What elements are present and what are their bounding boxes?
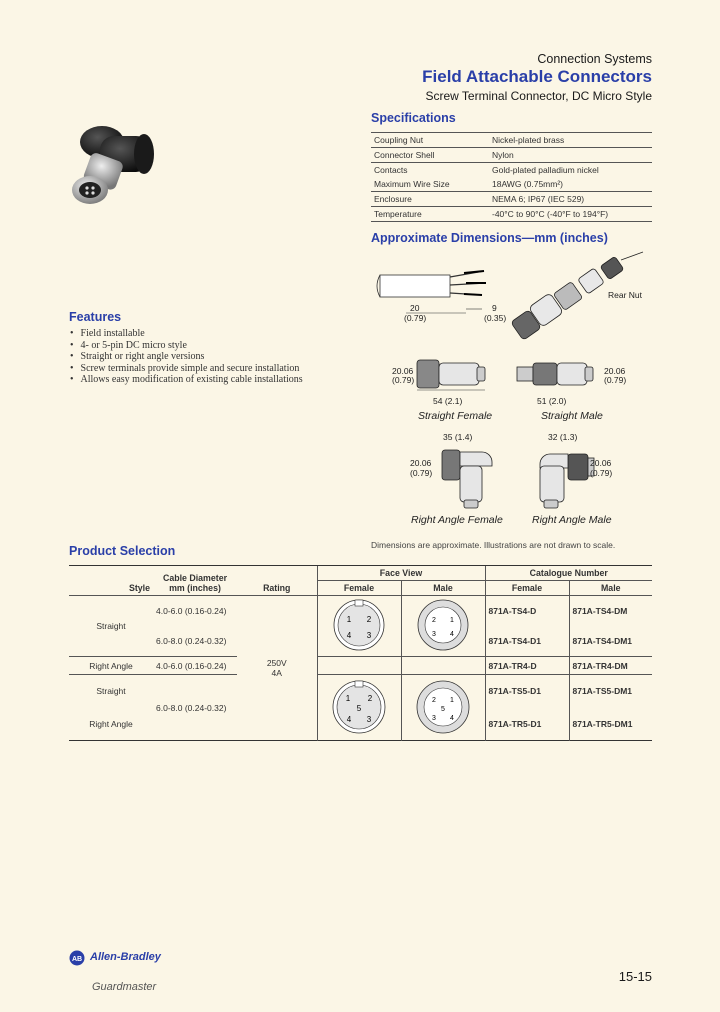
catalogue-male: 871A-TS4-DM1 xyxy=(569,626,652,657)
cable-cell: 6.0-8.0 (0.24-0.32) xyxy=(156,702,227,713)
dimensions-title: Approximate Dimensions—mm (inches) xyxy=(371,231,608,245)
pin-4: 4 xyxy=(450,631,454,638)
pin-4: 4 xyxy=(346,631,352,640)
straight-female-drawing xyxy=(415,356,490,392)
pin-1: 1 xyxy=(450,617,454,624)
page-number: 15-15 xyxy=(618,969,652,984)
wire-strip-length: 9 xyxy=(492,303,497,313)
table-row xyxy=(69,675,652,708)
col-face-female: Female xyxy=(317,581,401,596)
pin-2: 2 xyxy=(366,615,372,624)
feature-item: • Field installable xyxy=(70,328,303,340)
pin-3: 3 xyxy=(366,631,372,640)
straight-female-diameter: 20.06 xyxy=(392,366,414,376)
pin-1: 1 xyxy=(450,696,454,704)
features-title: Features xyxy=(69,310,122,324)
pin-2: 2 xyxy=(367,693,373,703)
col-face-view: Face View xyxy=(317,566,485,581)
spec-value: Nylon xyxy=(489,148,652,163)
feature-item: • 4- or 5-pin DC micro style xyxy=(70,340,303,352)
cable-cell: 4.0-6.0 (0.16-0.24) xyxy=(153,596,237,627)
spec-value: Nickel-plated brass xyxy=(489,133,652,148)
ra-male-length: 32 (1.3) xyxy=(548,432,578,442)
brand-logo-text: AB xyxy=(71,956,83,963)
catalogue-female: 871A-TR4-D xyxy=(485,657,569,675)
features-list xyxy=(70,328,303,386)
specifications-table xyxy=(371,132,652,222)
ra-female-diameter: 20.06 xyxy=(410,458,432,468)
spec-label: Enclosure xyxy=(371,192,489,207)
catalogue-female: 871A-TS4-D xyxy=(485,596,569,627)
col-cat-male: Male xyxy=(569,581,652,596)
face-5pin-male xyxy=(401,675,485,741)
pin-3: 3 xyxy=(432,631,436,638)
spec-row xyxy=(371,177,652,192)
face-empty xyxy=(317,657,401,675)
page-title: Field Attachable Connectors xyxy=(422,67,652,86)
pin-5: 5 xyxy=(441,705,445,713)
feature-item: • Straight or right angle versions xyxy=(70,351,303,363)
col-face-male: Male xyxy=(401,581,485,596)
face-4pin-male-svg xyxy=(411,598,475,652)
catalogue-female: 871A-TS4-D1 xyxy=(485,626,569,657)
col-catalogue: Catalogue Number xyxy=(485,566,652,581)
right-angle-female-drawing xyxy=(438,442,498,510)
spec-value: Gold-plated palladium nickel xyxy=(492,165,599,175)
dimensions-note: Dimensions are approximate. Illustrations are not drawn to scale. xyxy=(371,540,616,550)
pin-3: 3 xyxy=(366,714,372,724)
col-cable-diameter: Cable Diameter mm (inches) xyxy=(153,566,237,596)
right-angle-male-drawing xyxy=(530,442,596,510)
spec-label: Contacts xyxy=(374,165,408,175)
catalogue-male: 871A-TS5-DM1 xyxy=(569,675,652,708)
pin-4: 4 xyxy=(346,714,352,724)
spec-row xyxy=(371,207,652,222)
product-selection-table xyxy=(69,565,652,741)
face-empty xyxy=(401,657,485,675)
spec-label: Connector Shell xyxy=(371,148,489,163)
face-5pin-male-svg xyxy=(411,678,475,736)
catalogue-male: 871A-TS4-DM xyxy=(569,596,652,627)
connector-photo xyxy=(62,112,162,212)
pin-3: 3 xyxy=(432,714,436,722)
straight-male-drawing xyxy=(515,356,600,392)
face-5pin-female-svg xyxy=(327,678,391,736)
spec-value: 18AWG (0.75mm²) xyxy=(489,177,652,192)
spec-row xyxy=(371,192,652,207)
spec-value: NEMA 6; IP67 (IEC 529) xyxy=(489,192,652,207)
pin-4: 4 xyxy=(450,714,454,722)
table-row xyxy=(69,596,652,627)
catalogue-female: 871A-TR5-D1 xyxy=(485,708,569,741)
wire-strip-length-in: (0.35) xyxy=(484,313,507,323)
ra-female-diameter-in: (0.79) xyxy=(410,468,433,478)
straight-female-diameter-in: (0.79) xyxy=(392,375,415,385)
caption-straight-female: Straight Female xyxy=(418,410,493,422)
style-cell: Right Angle xyxy=(69,657,153,675)
face-4pin-female xyxy=(317,596,401,657)
col-rating: Rating xyxy=(237,566,317,596)
pin-1: 1 xyxy=(345,693,351,703)
pin-2: 2 xyxy=(432,696,436,704)
brand-name: Allen-Bradley xyxy=(90,951,161,963)
section-label: Connection Systems xyxy=(537,52,652,66)
style-cell: Straight xyxy=(69,596,153,657)
pin-2: 2 xyxy=(432,617,436,624)
style-cell: Right Angle xyxy=(89,718,133,729)
col-cat-female: Female xyxy=(485,581,569,596)
specifications-title: Specifications xyxy=(371,111,456,125)
face-5pin-female xyxy=(317,675,401,741)
pin-5: 5 xyxy=(356,703,362,713)
page-subtitle: Screw Terminal Connector, DC Micro Style xyxy=(425,89,652,103)
catalogue-female: 871A-TS5-D1 xyxy=(485,675,569,708)
pin-1: 1 xyxy=(346,615,352,624)
spec-label: Temperature xyxy=(371,207,489,222)
table-row xyxy=(69,657,652,675)
face-4pin-female-svg xyxy=(327,598,391,652)
ra-female-length: 35 (1.4) xyxy=(443,432,473,442)
rating-cell: 250V 4A xyxy=(237,596,317,741)
spec-row xyxy=(371,148,652,163)
caption-ra-female: Right Angle Female xyxy=(411,514,503,526)
straight-female-length: 54 (2.1) xyxy=(433,396,463,406)
col-style: Style xyxy=(69,566,153,596)
feature-item: • Screw terminals provide simple and secure installation xyxy=(70,363,303,375)
face-4pin-male xyxy=(401,596,485,657)
catalogue-male: 871A-TR4-DM xyxy=(569,657,652,675)
spec-row xyxy=(371,133,652,148)
allen-bradley-logo-icon xyxy=(69,950,85,966)
ra-male-diameter-in: (0.79) xyxy=(590,468,613,478)
straight-male-diameter-in: (0.79) xyxy=(604,375,627,385)
spec-label: Coupling Nut xyxy=(371,133,489,148)
caption-straight-male: Straight Male xyxy=(541,410,603,422)
ra-male-diameter: 20.06 xyxy=(590,458,612,468)
caption-ra-male: Right Angle Male xyxy=(532,514,612,526)
straight-male-length: 51 (2.0) xyxy=(537,396,567,406)
cable-cell: 6.0-8.0 (0.24-0.32) xyxy=(153,626,237,657)
product-line: Guardmaster xyxy=(92,981,157,993)
style-cell: Straight xyxy=(96,686,126,697)
catalogue-male: 871A-TR5-DM1 xyxy=(569,708,652,741)
product-selection-title: Product Selection xyxy=(69,544,176,558)
strip-length: 20 xyxy=(410,303,420,313)
spec-value: -40°C to 90°C (-40°F to 194°F) xyxy=(489,207,652,222)
feature-item: • Allows easy modification of existing cable installations xyxy=(70,374,303,386)
strip-length-in: (0.79) xyxy=(404,313,427,323)
spec-label: Maximum Wire Size xyxy=(371,177,489,192)
cable-cell: 4.0-6.0 (0.16-0.24) xyxy=(153,657,237,675)
straight-male-diameter: 20.06 xyxy=(604,366,626,376)
spec-row xyxy=(371,163,652,178)
rear-nut-label: Rear Nut xyxy=(608,290,643,300)
